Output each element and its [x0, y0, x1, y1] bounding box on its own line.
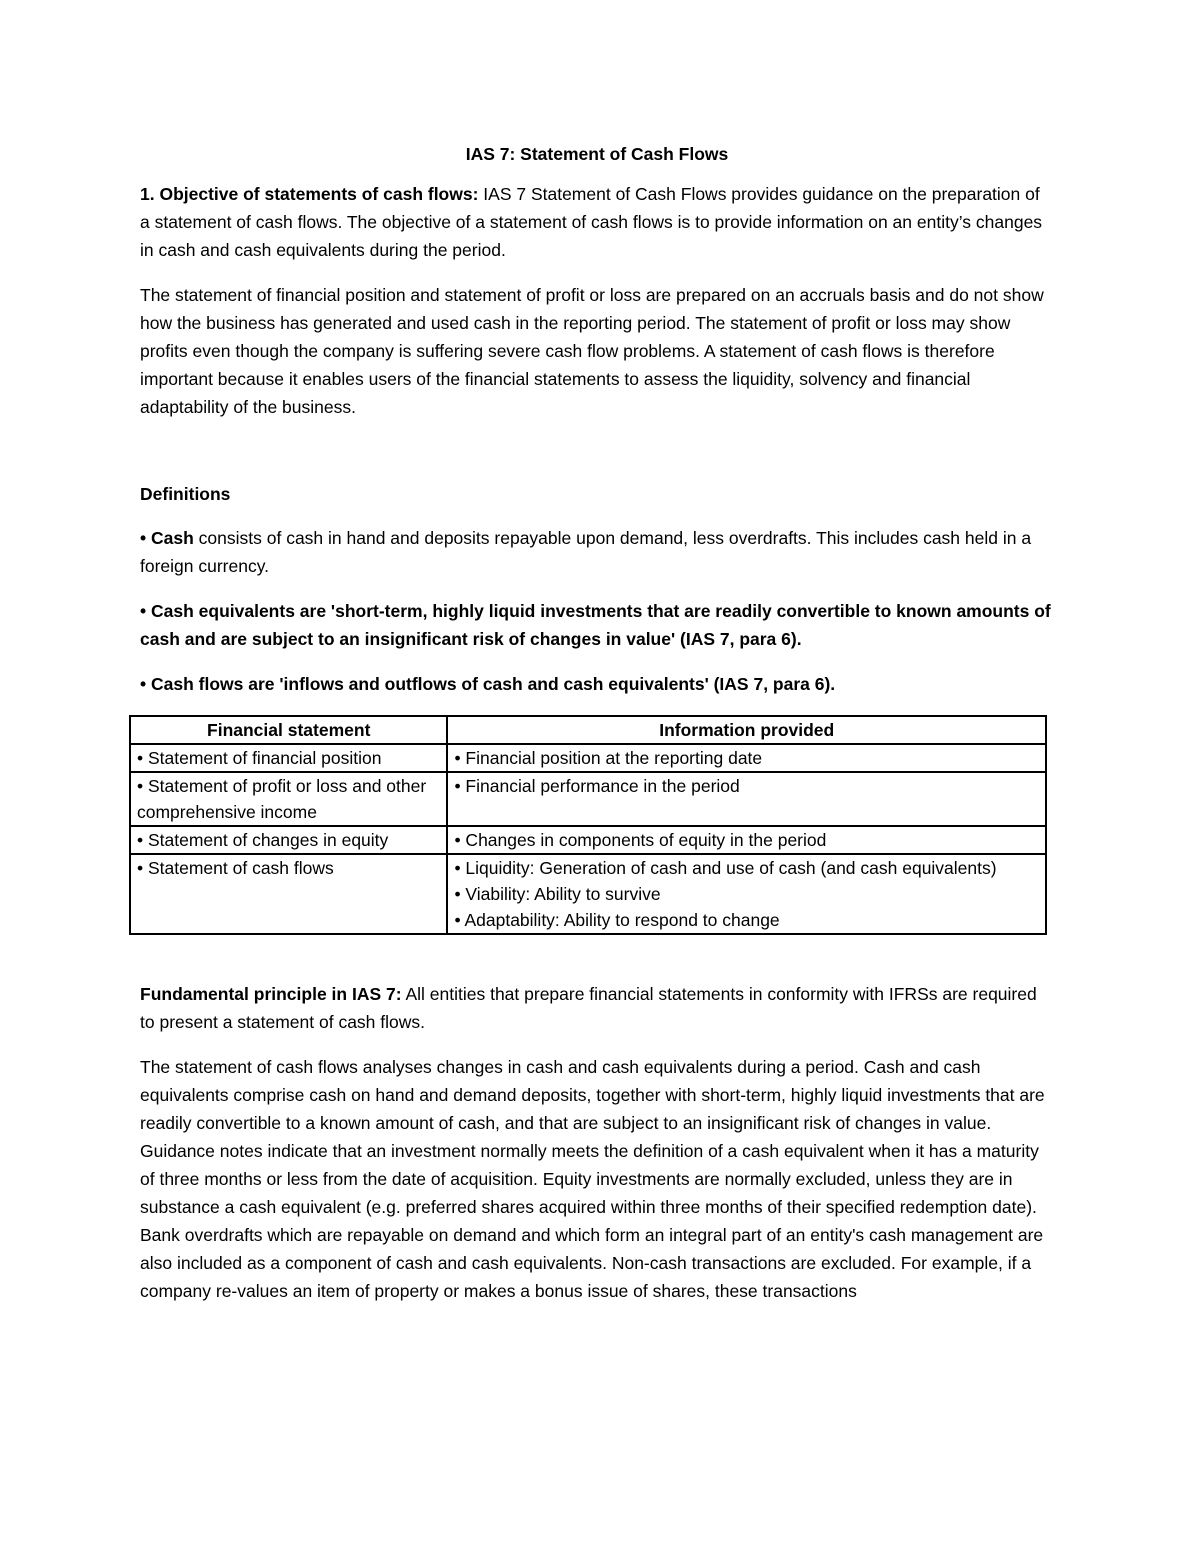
table-cell-info [447, 744, 1046, 772]
info-line: • Financial performance in the period [454, 776, 740, 796]
definition-cash-flows: • Cash flows are 'inflows and outflows of cash and cash equivalents' (IAS 7, para 6). [140, 674, 836, 694]
document-page [137, 140, 1054, 1322]
definition-cash-equivalents: • Cash equivalents are 'short-term, highly liquid investments that are readily convertible to known amounts of cash and are subject to an insignificant risk of changes in value' (IAS 7, para 6). [140, 601, 1051, 649]
cash-analysis-paragraph: The statement of cash flows analyses changes in cash and cash equivalents during a period. Cash and cash equivalents comprise cash on hand and demand deposits, together with short-term, highly liquid investments that are readily convertible to a known amount of cash, and that are subject to an insignificant risk of changes in value. Guidance notes indicate that an investment normally meets the definition of a cash equivalent when it has a maturity of three months or less from the date of acquisition. Equity investments are normally excluded, unless they are in substance a cash equivalent (e.g. preferred shares acquired within three months of their specified redemption date). Bank overdrafts which are repayable on demand and which form an integral part of an entity's cash management are also included as a component of cash and cash equivalents. Non-cash transactions are excluded. For example, if a company re-values an item of property or makes a bonus issue of shares, these transactions [140, 1057, 1045, 1301]
document-title: IAS 7: Statement of Cash Flows [465, 144, 729, 164]
definitions-heading: Definitions [140, 484, 231, 504]
cash-term: Cash [151, 528, 194, 548]
info-line: • Financial position at the reporting date [454, 748, 763, 768]
table-cell-statement: • Statement of profit or loss and other comprehensive income [130, 772, 447, 826]
table-cell-info [447, 854, 1046, 934]
cash-definition-text: consists of cash in hand and deposits repayable upon demand, less overdrafts. This includes cash held in a foreign currency. [140, 528, 1032, 576]
financial-statements-table [129, 715, 1047, 935]
table-row [130, 854, 1046, 934]
fundamental-text: All entities that prepare financial statements in conformity with IFRSs are required to present a statement of cash flows. [140, 984, 1037, 1032]
objective-label: 1. Objective of statements of cash flows: [140, 184, 479, 204]
info-line: • Viability: Ability to survive [454, 884, 661, 904]
objective-text: IAS 7 Statement of Cash Flows provides guidance on the preparation of a statement of cash flows. The objective of a statement of cash flows is to provide information on an entity’s changes in cash and cash equivalents during the period. [140, 184, 1043, 260]
info-line: • Changes in components of equity in the period [454, 830, 827, 850]
table-header-row [130, 716, 1046, 744]
table-row [130, 772, 1046, 826]
table-cell-statement: • Statement of financial position [130, 744, 447, 772]
table-cell-statement: • Statement of cash flows [130, 854, 447, 934]
table-row [130, 744, 1046, 772]
accruals-paragraph: The statement of financial position and statement of profit or loss are prepared on an accruals basis and do not show how the business has generated and used cash in the reporting period. The statement of profit or loss may show profits even though the company is suffering severe cash flow problems. A statement of cash flows is therefore important because it enables users of the financial statements to assess the liquidity, solvency and financial adaptability of the business. [140, 285, 1044, 417]
objective-paragraph [140, 180, 1054, 264]
cash-bullet: • [140, 528, 151, 548]
table-header-statement: Financial statement [130, 716, 447, 744]
table-header-info: Information provided [447, 716, 1046, 744]
fundamental-principle-paragraph [140, 980, 1054, 1036]
info-line: • Adaptability: Ability to respond to change [454, 910, 780, 930]
table-cell-statement: • Statement of changes in equity [130, 826, 447, 854]
table-row [130, 826, 1046, 854]
spacer [140, 438, 1054, 480]
definition-cash [140, 524, 1054, 580]
fundamental-label: Fundamental principle in IAS 7: [140, 984, 402, 1004]
table-cell-info [447, 772, 1046, 826]
info-line: • Liquidity: Generation of cash and use of cash (and cash equivalents) [454, 858, 997, 878]
table-cell-info [447, 826, 1046, 854]
